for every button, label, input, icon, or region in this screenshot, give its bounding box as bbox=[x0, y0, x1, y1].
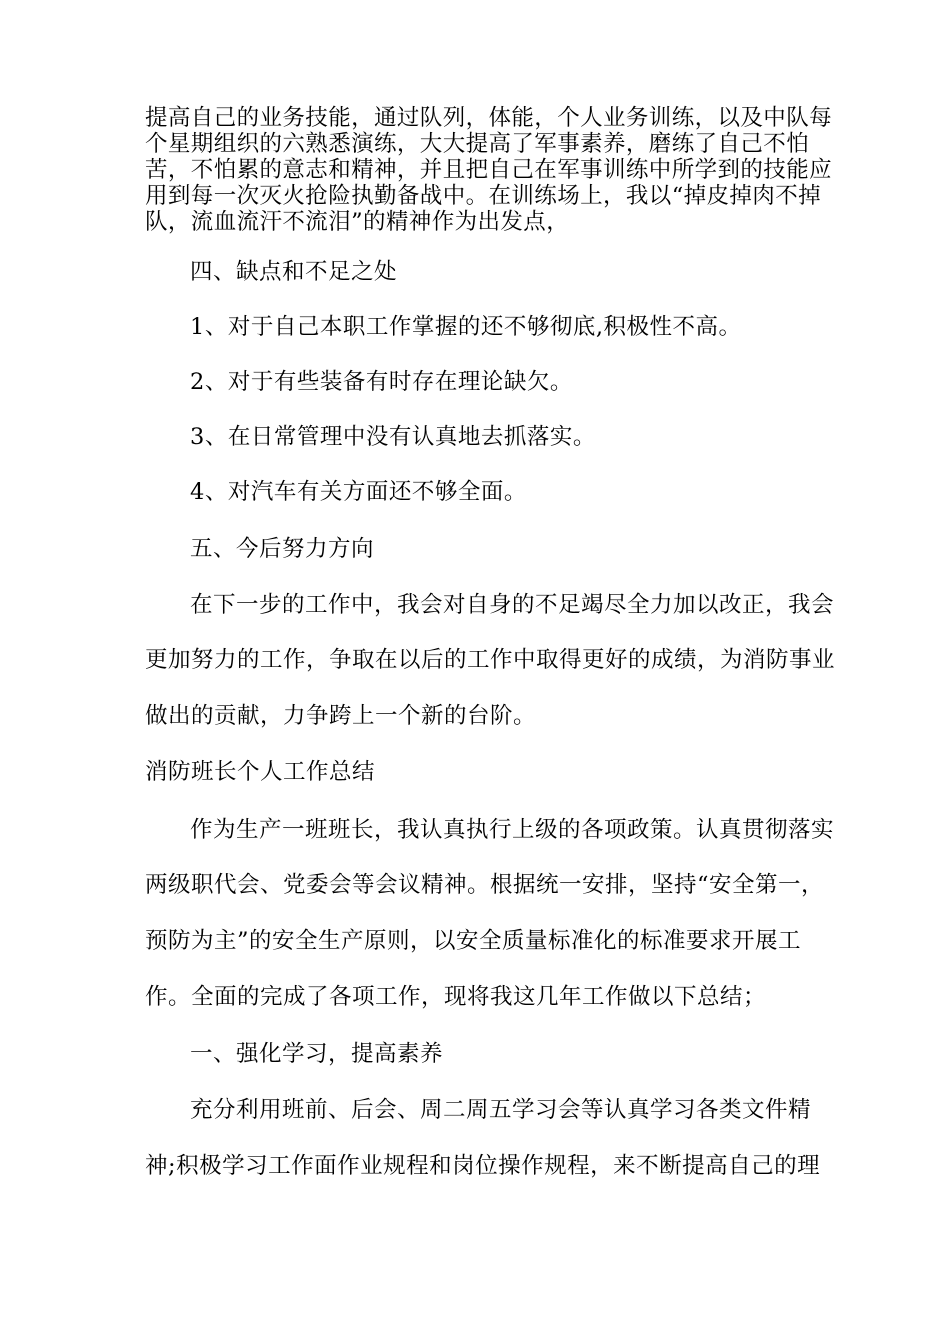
section-heading: 五、今后努力方向 bbox=[190, 536, 375, 562]
text-line: 队，流血流汗不流泪”的精神作为出发点， bbox=[145, 209, 570, 235]
list-item: 2、对于有些装备有时存在理论缺欠。 bbox=[190, 369, 573, 395]
text-line: 神;积极学习工作面作业规程和岗位操作规程，来不断提高自己的理 bbox=[145, 1153, 821, 1179]
text-line: 在下一步的工作中，我会对自身的不足竭尽全力加以改正，我会 bbox=[190, 592, 835, 618]
list-item: 1、对于自己本职工作掌握的还不够彻底,积极性不高。 bbox=[190, 314, 742, 340]
section-heading: 一、强化学习，提高素养 bbox=[190, 1041, 444, 1067]
list-item: 3、在日常管理中没有认真地去抓落实。 bbox=[190, 424, 596, 450]
doc-title: 消防班长个人工作总结 bbox=[145, 759, 376, 785]
text-line: 作为生产一班班长，我认真执行上级的各项政策。认真贯彻落实 bbox=[190, 817, 835, 843]
text-line: 苦，不怕累的意志和精神，并且把自己在军事训练中所学到的技能应 bbox=[145, 157, 833, 183]
section-heading: 四、缺点和不足之处 bbox=[190, 259, 398, 285]
text-line: 两级职代会、党委会等会议精神。根据统一安排，坚持“安全第一， bbox=[145, 872, 825, 898]
text-line: 预防为主”的安全生产原则，以安全质量标准化的标准要求开展工 bbox=[145, 928, 802, 954]
text-line: 做出的贡献，力争跨上一个新的台阶。 bbox=[145, 703, 537, 729]
text-line: 作。全面的完成了各项工作，现将我这几年工作做以下总结； bbox=[145, 984, 767, 1010]
text-line: 用到每一次灭火抢险执勤备战中。在训练场上，我以“掉皮掉肉不掉 bbox=[145, 183, 822, 209]
text-line: 充分利用班前、后会、周二周五学习会等认真学习各类文件精 bbox=[190, 1097, 812, 1123]
text-line: 更加努力的工作，争取在以后的工作中取得更好的成绩，为消防事业 bbox=[145, 647, 836, 673]
list-item: 4、对汽车有关方面还不够全面。 bbox=[190, 479, 527, 505]
text-line: 提高自己的业务技能，通过队列，体能，个人业务训练，以及中队每 bbox=[145, 105, 833, 131]
text-line: 个星期组织的六熟悉演练，大大提高了军事素养，磨练了自己不怕 bbox=[145, 131, 810, 157]
